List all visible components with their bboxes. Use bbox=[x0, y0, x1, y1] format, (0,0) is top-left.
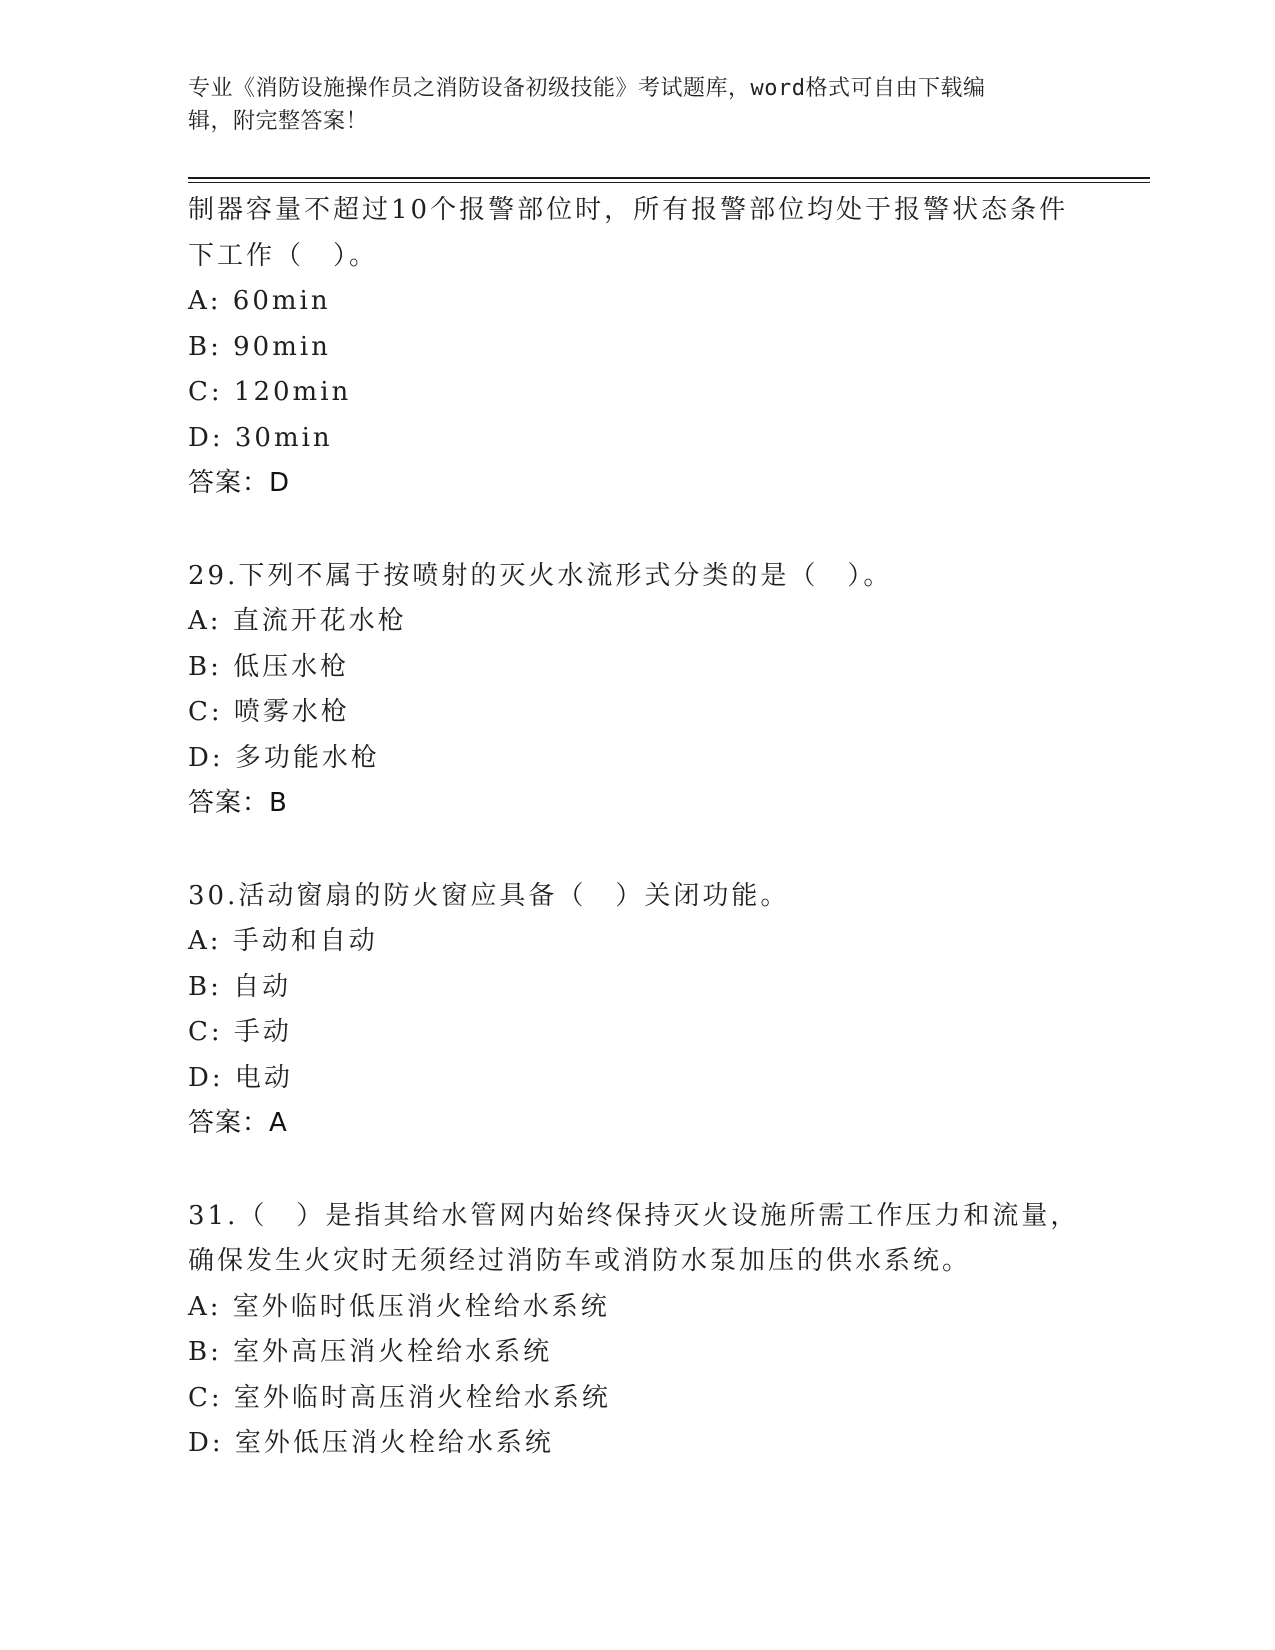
option-d: D: 室外低压消火栓给水系统 bbox=[188, 1428, 554, 1458]
answer-line: 答案：B bbox=[188, 788, 288, 818]
option-b: B: 90min bbox=[188, 331, 331, 362]
spacer bbox=[188, 827, 1148, 874]
option-c: C: 室外临时高压消火栓给水系统 bbox=[188, 1382, 611, 1413]
question-stem-line: 制器容量不超过10个报警部位时，所有报警部位均处于报警状态条件 bbox=[188, 195, 1069, 225]
question-block bbox=[188, 874, 1148, 1147]
question-stem-line: 下工作（ ）。 bbox=[188, 240, 379, 271]
question-list bbox=[188, 188, 1148, 1467]
question-block bbox=[188, 554, 1148, 827]
option-a: A: 手动和自动 bbox=[188, 926, 378, 956]
option-b: B: 室外高压消火栓给水系统 bbox=[188, 1337, 553, 1367]
header-rule-thick bbox=[188, 177, 1150, 179]
option-c: C: 喷雾水枪 bbox=[188, 697, 350, 727]
option-d: D: 30min bbox=[188, 422, 333, 453]
option-b: B: 低压水枪 bbox=[188, 651, 350, 682]
header-line-2: 辑，附完整答案！ bbox=[188, 109, 369, 134]
document-header bbox=[188, 72, 1068, 138]
header-rule-thin bbox=[188, 182, 1150, 183]
option-c: C: 120min bbox=[188, 377, 352, 407]
option-c: C: 手动 bbox=[188, 1017, 292, 1047]
option-a: A: 室外临时低压消火栓给水系统 bbox=[188, 1291, 610, 1322]
option-b: B: 自动 bbox=[188, 971, 292, 1002]
question-stem-line: 29.下列不属于按喷射的灭火水流形式分类的是（ ）。 bbox=[188, 560, 893, 591]
question-stem-line: 31.（ ）是指其给水管网内始终保持灭火设施所需工作压力和流量， bbox=[188, 1200, 1080, 1231]
header-line-1: 专业《消防设施操作员之消防设备初级技能》考试题库，word格式可自由下载编 bbox=[188, 76, 986, 101]
question-block bbox=[188, 1194, 1148, 1467]
option-d: D: 多功能水枪 bbox=[188, 742, 380, 773]
option-d: D: 电动 bbox=[188, 1062, 293, 1093]
question-stem-line: 确保发生火灾时无须经过消防车或消防水泵加压的供水系统。 bbox=[188, 1246, 972, 1276]
option-a: A: 60min bbox=[188, 286, 331, 316]
answer-line: 答案：A bbox=[188, 1108, 288, 1138]
question-stem-line: 30.活动窗扇的防火窗应具备（ ）关闭功能。 bbox=[188, 880, 790, 911]
spacer bbox=[188, 1147, 1148, 1194]
answer-line: 答案：D bbox=[188, 468, 291, 498]
option-a: A: 直流开花水枪 bbox=[188, 606, 407, 636]
spacer bbox=[188, 507, 1148, 554]
question-block bbox=[188, 188, 1148, 507]
